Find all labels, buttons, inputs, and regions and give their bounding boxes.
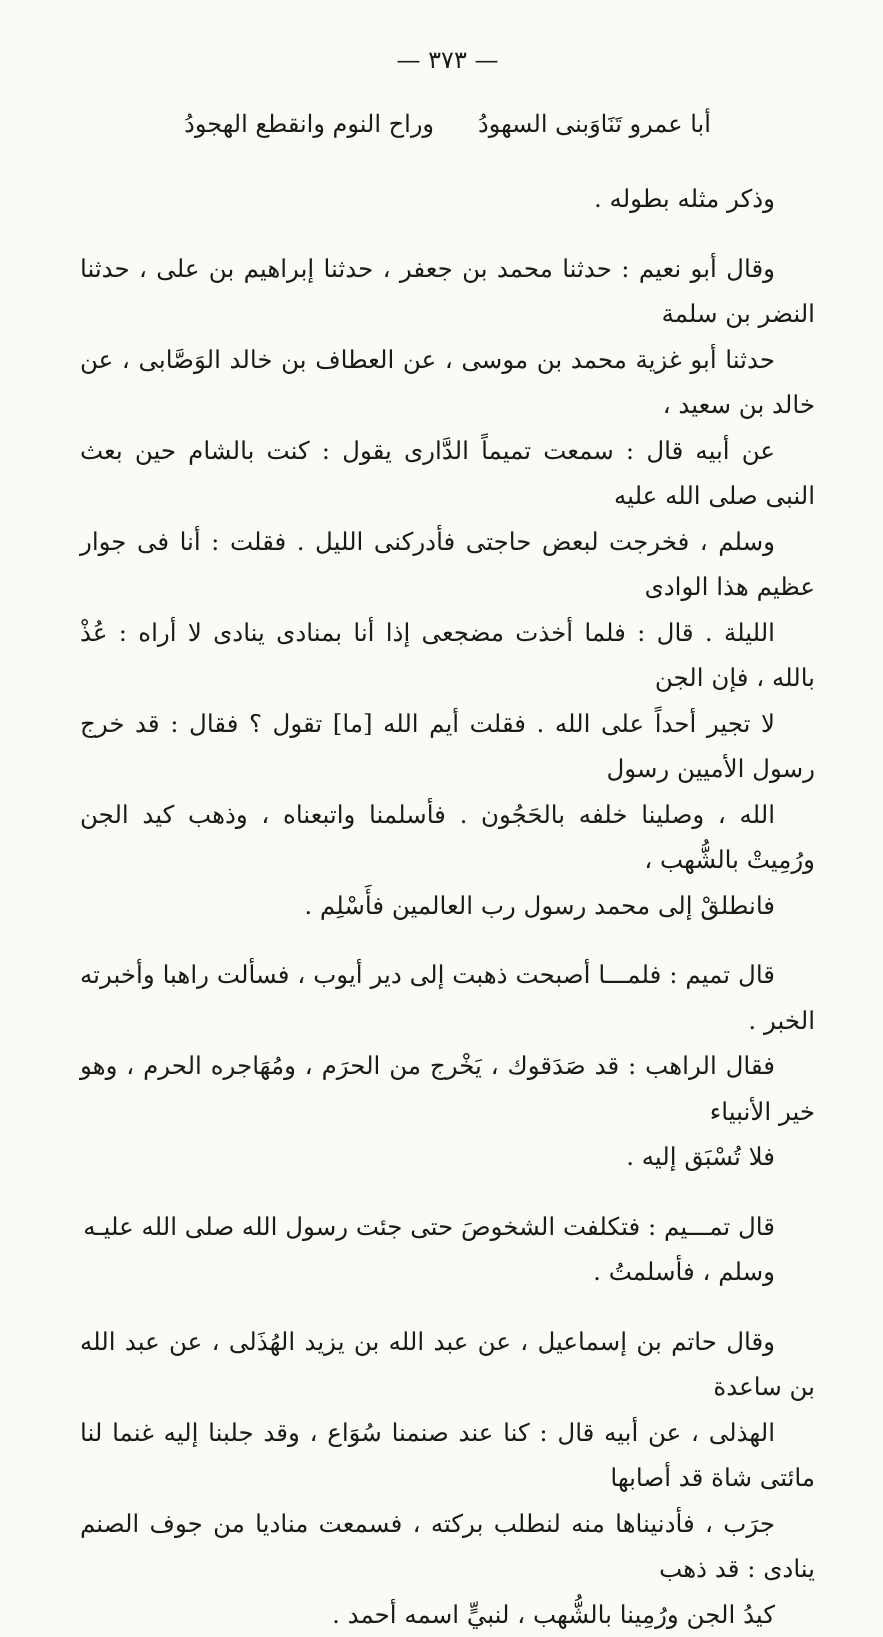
verse-first-hemistich: أبا عمرو تَنَاوَبنى السهودُ [478, 110, 711, 138]
text-line: الله ، وصلينا خلفه بالحَجُون . فأسلمنا واتبعناه ، وذهب كيد الجن ورُمِيتْ بالشُّهب ، [80, 792, 815, 883]
paragraph-2 [80, 246, 815, 929]
text-line: الهذلى ، عن أبيه قال : كنا عند صنمنا سُوَاع ، وقد جلبنا إليه غنما لنا مائتى شاة قد أصابها [80, 1410, 815, 1501]
text-line: لا تجير أحداً على الله . فقلت أيم الله [ما] تقول ؟ فقال : قد خرج رسول الأميين رسول [80, 701, 815, 792]
text-line: وذكر مثله بطوله . [80, 176, 815, 222]
text-line: فقال الراهب : قد صَدَقوك ، يَخْرج من الحرَم ، ومُهَاجره الحرم ، وهو خير الأنبياء [80, 1043, 815, 1134]
text-line: قال تميم : فلمـــا أصبحت ذهبت إلى دير أيوب ، فسألت راهبا وأخبرته الخبر . [80, 952, 815, 1043]
text-line: وسلم ، فأسلمتُ . [80, 1249, 815, 1295]
text-line: فلا تُسْبَق إليه . [80, 1134, 815, 1180]
poetry-verse [80, 110, 815, 138]
text-line: فانطلقْ إلى محمد رسول رب العالمين فأَسْلِم . [80, 883, 815, 929]
text-line: وقال أبو نعيم : حدثنا محمد بن جعفر ، حدثنا إبراهيم بن على ، حدثنا النضر بن سلمة [80, 246, 815, 337]
paragraph-4 [80, 1204, 815, 1295]
page-number: — ٣٧٣ — [80, 46, 815, 74]
text-line: كيدُ الجن ورُمِينا بالشُّهب ، لنبيٍّ اسمه أحمد . [80, 1592, 815, 1637]
text-line: وسلم ، فخرجت لبعض حاجتى فأدركنى الليل . فقلت : أنا فى جوار عظيم هذا الوادى [80, 519, 815, 610]
text-line: جرَب ، فأدنيناها منه لنطلب بركته ، فسمعت مناديا من جوف الصنم ينادى : قد ذهب [80, 1501, 815, 1592]
text-line: حدثنا أبو غزية محمد بن موسى ، عن العطاف بن خالد الوَصَّابى ، عن خالد بن سعيد ، [80, 337, 815, 428]
text-line: عن أبيه قال : سمعت تميماً الدَّارى يقول : كنت بالشام حين بعث النبى صلى الله عليه [80, 428, 815, 519]
body-text [80, 176, 815, 1637]
text-line: وقال حاتم بن إسماعيل ، عن عبد الله بن يزيد الهُذَلى ، عن عبد الله بن ساعدة [80, 1319, 815, 1410]
verse-second-hemistich: وراح النوم وانقطع الهجودُ [184, 110, 434, 138]
paragraph-3 [80, 952, 815, 1180]
paragraph-1 [80, 176, 815, 222]
paragraph-5 [80, 1319, 815, 1637]
text-line: قال تمـــيم : فتكلفت الشخوصَ حتى جئت رسول الله صلى الله عليـه [80, 1204, 815, 1250]
text-line: الليلة . قال : فلما أخذت مضجعى إذا أنا بمنادى ينادى لا أراه : عُذْ بالله ، فإن الجن [80, 610, 815, 701]
